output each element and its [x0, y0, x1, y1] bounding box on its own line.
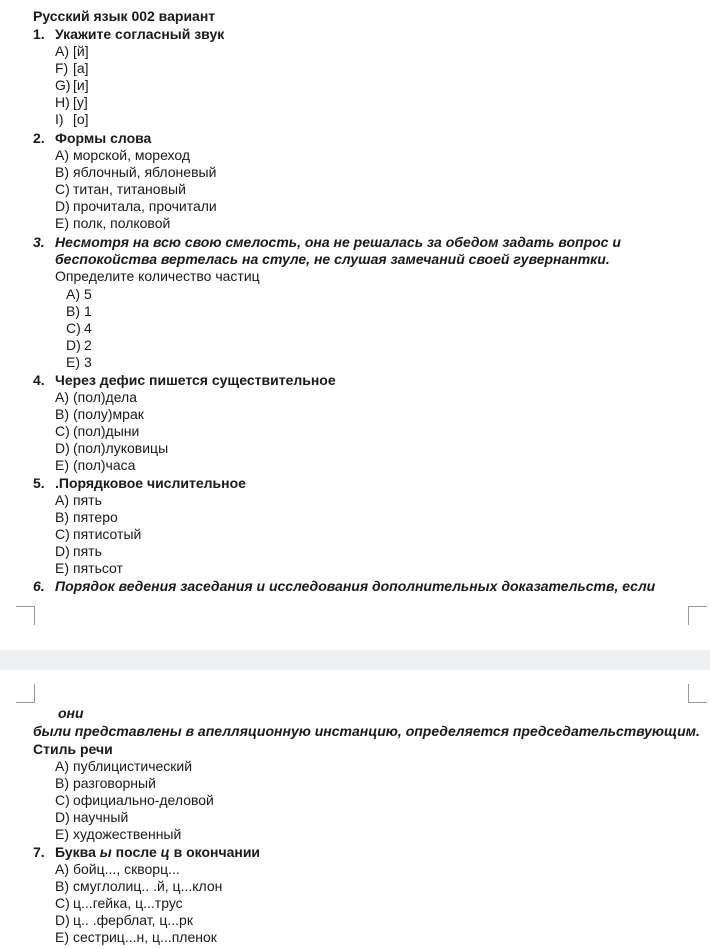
q1-option-f: F) [а]: [55, 60, 89, 76]
q7-option-e: E) сестриц...н, ц...пленок: [55, 929, 217, 945]
question-1: 1. Укажите согласный звук: [33, 26, 225, 42]
document-page-2: [0, 670, 710, 949]
q2-option-b: B) яблочный, яблоневый: [55, 164, 217, 180]
q5-option-c: C) пятисотый: [55, 526, 142, 542]
page-corner-mark: [16, 684, 35, 703]
q3-option-a: A) 5: [66, 286, 92, 302]
q5-option-e: E) пятьсот: [55, 560, 123, 576]
q1-option-i: I) [о]: [55, 111, 89, 127]
question-4: 4. Через дефис пишется существительное: [33, 372, 336, 388]
q4-option-d: D) (пол)луковицы: [55, 440, 169, 456]
q3-option-c: C) 4: [66, 320, 92, 336]
q7-option-d: D) ц.. .ферблат, ц...рк: [55, 912, 193, 928]
q1-option-g: G) [и]: [55, 77, 89, 93]
q2-option-c: C) титан, титановый: [55, 181, 186, 197]
q4-option-c: C) (пол)дыни: [55, 423, 140, 439]
q6-option-e: E) художественный: [55, 826, 182, 842]
q7-option-a: A) бойц..., скворц...: [55, 861, 180, 877]
question-3-continued: беспокойства вертелась на стуле, не слушая замечаний своей гувернантки.: [55, 251, 610, 267]
q6-option-c: C) официально-деловой: [55, 792, 214, 808]
page-separator: [0, 650, 710, 670]
q1-option-h: H) [у]: [55, 94, 88, 110]
q3-option-b: B) 1: [66, 303, 92, 319]
question-7: 7. Буква ы после ц в окончании: [33, 844, 261, 860]
question-6-subtext: Стиль речи: [33, 741, 113, 757]
q2-option-a: A) морской, мореход: [55, 147, 191, 163]
q6-option-d: D) научный: [55, 809, 129, 825]
question-5: 5. .Порядковое числительное: [33, 475, 246, 491]
q7-option-c: C) ц...гейка, ц...трус: [55, 895, 183, 911]
q4-option-b: B) (полу)мрак: [55, 406, 144, 422]
question-6: 6. Порядок ведения заседания и исследования дополнительных доказательств, если: [33, 578, 656, 594]
q1-option-a: А) [й]: [55, 43, 89, 59]
q4-option-e: E) (пол)часа: [55, 457, 136, 473]
q2-option-d: D) прочитала, прочитали: [55, 198, 217, 214]
document-title: Русский язык 002 вариант: [33, 8, 216, 24]
q2-option-e: E) полк, полковой: [55, 215, 171, 231]
page-corner-mark: [16, 606, 35, 625]
q3-option-d: D) 2: [66, 337, 92, 353]
q5-option-d: D) пять: [55, 543, 102, 559]
q5-option-b: B) пятеро: [55, 509, 118, 525]
q4-option-a: A) (пол)дела: [55, 389, 137, 405]
q6-option-a: A) публицистический: [55, 758, 193, 774]
q3-option-e: E) 3: [66, 354, 92, 370]
q5-option-a: A) пять: [55, 492, 102, 508]
question-3: 3. Несмотря на всю свою смелость, она не решалась за обедом задать вопрос и: [33, 234, 621, 250]
question-6-continued-2: были представлены в апелляционную инстанцию, определяется председательствующим.: [33, 723, 700, 739]
question-2: 2. Формы слова: [33, 130, 152, 146]
question-6-continued: они: [58, 705, 84, 721]
page-corner-mark: [688, 606, 707, 625]
q7-option-b: B) смуглолиц.. .й, ц...клон: [55, 878, 223, 894]
page-corner-mark: [688, 684, 707, 703]
question-3-subtext: Определите количество частиц: [55, 268, 260, 284]
q6-option-b: B) разговорный: [55, 775, 156, 791]
